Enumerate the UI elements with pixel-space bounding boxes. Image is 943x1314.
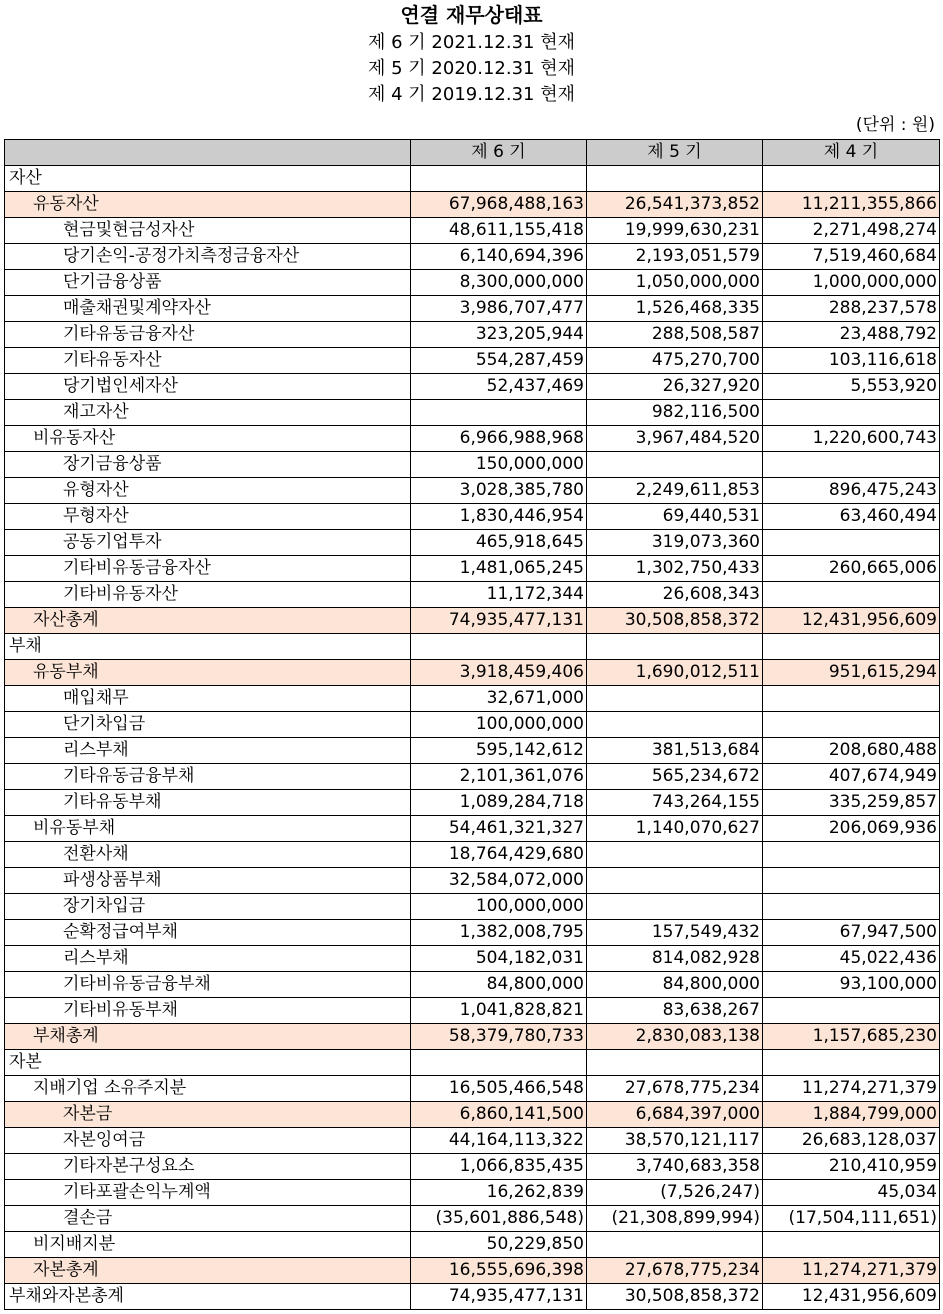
- cell-v6: [411, 634, 587, 660]
- cell-v6: 100,000,000: [411, 712, 587, 738]
- cell-v4: [763, 868, 940, 894]
- table-row: [5, 1050, 940, 1076]
- row-label: 현금및현금성자산: [5, 218, 411, 244]
- cell-v4: 210,410,959: [763, 1154, 940, 1180]
- row-label: 기타유동금융부채: [5, 764, 411, 790]
- table-row: [5, 270, 940, 296]
- table-row: [5, 608, 940, 634]
- cell-v6: 32,671,000: [411, 686, 587, 712]
- row-label: 자본총계: [5, 1258, 411, 1284]
- cell-v5: 19,999,630,231: [587, 218, 763, 244]
- header-account: [5, 140, 411, 166]
- cell-v4: [763, 686, 940, 712]
- cell-v6: 504,182,031: [411, 946, 587, 972]
- table-row: [5, 894, 940, 920]
- cell-v4: [763, 1050, 940, 1076]
- row-label: 매출채권및계약자산: [5, 296, 411, 322]
- cell-v6: 100,000,000: [411, 894, 587, 920]
- cell-v4: 23,488,792: [763, 322, 940, 348]
- cell-v5: [587, 894, 763, 920]
- title-block: [0, 0, 943, 108]
- table-row: [5, 556, 940, 582]
- cell-v5: 26,327,920: [587, 374, 763, 400]
- cell-v5: 475,270,700: [587, 348, 763, 374]
- row-label: 유동부채: [5, 660, 411, 686]
- table-row: [5, 1076, 940, 1102]
- statement-title: 연결 재무상태표: [400, 3, 543, 27]
- header-period-6: 제 6 기: [411, 140, 587, 166]
- cell-v6: 52,437,469: [411, 374, 587, 400]
- cell-v6: 74,935,477,131: [411, 608, 587, 634]
- cell-v5: [587, 868, 763, 894]
- cell-v4: 63,460,494: [763, 504, 940, 530]
- cell-v5: 26,541,373,852: [587, 192, 763, 218]
- cell-v6: 44,164,113,322: [411, 1128, 587, 1154]
- cell-v6: 50,229,850: [411, 1232, 587, 1258]
- cell-v5: 27,678,775,234: [587, 1258, 763, 1284]
- row-label: 공동기업투자: [5, 530, 411, 556]
- table-row: [5, 1232, 940, 1258]
- cell-v6: 6,140,694,396: [411, 244, 587, 270]
- cell-v5: 69,440,531: [587, 504, 763, 530]
- cell-v5: 319,073,360: [587, 530, 763, 556]
- cell-v5: [587, 634, 763, 660]
- cell-v4: [763, 894, 940, 920]
- cell-v5: [587, 166, 763, 192]
- cell-v4: 12,431,956,609: [763, 1284, 940, 1310]
- row-label: 기타포괄손익누계액: [5, 1180, 411, 1206]
- cell-v6: 1,481,065,245: [411, 556, 587, 582]
- table-row: [5, 946, 940, 972]
- row-label: 전환사채: [5, 842, 411, 868]
- row-label: 장기차입금: [5, 894, 411, 920]
- cell-v6: (35,601,886,548): [411, 1206, 587, 1232]
- cell-v4: [763, 1232, 940, 1258]
- table-row: [5, 634, 940, 660]
- cell-v5: 38,570,121,117: [587, 1128, 763, 1154]
- table-row: [5, 244, 940, 270]
- table-row: [5, 218, 940, 244]
- cell-v6: 16,262,839: [411, 1180, 587, 1206]
- cell-v4: [763, 452, 940, 478]
- row-label: 지배기업 소유주지분: [5, 1076, 411, 1102]
- row-label: 결손금: [5, 1206, 411, 1232]
- cell-v6: 323,205,944: [411, 322, 587, 348]
- row-label: 비유동자산: [5, 426, 411, 452]
- table-row: [5, 712, 940, 738]
- table-row: [5, 764, 940, 790]
- cell-v4: 11,274,271,379: [763, 1258, 940, 1284]
- cell-v4: 5,553,920: [763, 374, 940, 400]
- cell-v6: 32,584,072,000: [411, 868, 587, 894]
- cell-v5: 2,830,083,138: [587, 1024, 763, 1050]
- cell-v4: 1,884,799,000: [763, 1102, 940, 1128]
- cell-v6: 3,918,459,406: [411, 660, 587, 686]
- cell-v6: 84,800,000: [411, 972, 587, 998]
- table-row: [5, 322, 940, 348]
- cell-v5: 1,526,468,335: [587, 296, 763, 322]
- cell-v5: [587, 1050, 763, 1076]
- row-label: 자본: [5, 1050, 411, 1076]
- cell-v6: 67,968,488,163: [411, 192, 587, 218]
- row-label: 리스부채: [5, 946, 411, 972]
- cell-v4: 260,665,006: [763, 556, 940, 582]
- period-line-4: 제 4 기 2019.12.31 현재: [368, 84, 575, 105]
- table-row: [5, 296, 940, 322]
- cell-v4: [763, 998, 940, 1024]
- table-row: [5, 1128, 940, 1154]
- cell-v5: [587, 686, 763, 712]
- cell-v6: 48,611,155,418: [411, 218, 587, 244]
- cell-v5: 381,513,684: [587, 738, 763, 764]
- cell-v5: 26,608,343: [587, 582, 763, 608]
- table-row: [5, 374, 940, 400]
- period-line-6: 제 6 기 2021.12.31 현재: [368, 32, 575, 53]
- cell-v6: 554,287,459: [411, 348, 587, 374]
- cell-v5: 982,116,500: [587, 400, 763, 426]
- cell-v4: [763, 634, 940, 660]
- table-row: [5, 452, 940, 478]
- row-label: 유동자산: [5, 192, 411, 218]
- table-row: [5, 1024, 940, 1050]
- unit-label: (단위 : 원): [855, 115, 935, 135]
- cell-v5: [587, 1232, 763, 1258]
- cell-v4: 1,220,600,743: [763, 426, 940, 452]
- row-label: 단기금융상품: [5, 270, 411, 296]
- cell-v6: [411, 400, 587, 426]
- cell-v5: 1,302,750,433: [587, 556, 763, 582]
- cell-v6: 2,101,361,076: [411, 764, 587, 790]
- cell-v6: 54,461,321,327: [411, 816, 587, 842]
- cell-v6: 465,918,645: [411, 530, 587, 556]
- cell-v4: [763, 400, 940, 426]
- table-row: [5, 972, 940, 998]
- table-row: [5, 400, 940, 426]
- cell-v4: 67,947,500: [763, 920, 940, 946]
- cell-v6: [411, 166, 587, 192]
- cell-v5: (21,308,899,994): [587, 1206, 763, 1232]
- cell-v6: 6,966,988,968: [411, 426, 587, 452]
- row-label: 재고자산: [5, 400, 411, 426]
- cell-v5: 84,800,000: [587, 972, 763, 998]
- cell-v6: 1,066,835,435: [411, 1154, 587, 1180]
- cell-v6: 16,555,696,398: [411, 1258, 587, 1284]
- cell-v4: 896,475,243: [763, 478, 940, 504]
- cell-v5: 30,508,858,372: [587, 608, 763, 634]
- cell-v4: [763, 582, 940, 608]
- cell-v4: 26,683,128,037: [763, 1128, 940, 1154]
- row-label: 자본금: [5, 1102, 411, 1128]
- row-label: 부채: [5, 634, 411, 660]
- cell-v5: 2,193,051,579: [587, 244, 763, 270]
- cell-v5: 6,684,397,000: [587, 1102, 763, 1128]
- row-label: 자본잉여금: [5, 1128, 411, 1154]
- cell-v5: (7,526,247): [587, 1180, 763, 1206]
- balance-sheet-table: [4, 139, 940, 1310]
- cell-v4: 951,615,294: [763, 660, 940, 686]
- table-row: [5, 842, 940, 868]
- cell-v5: 3,967,484,520: [587, 426, 763, 452]
- row-label: 당기법인세자산: [5, 374, 411, 400]
- cell-v5: 1,140,070,627: [587, 816, 763, 842]
- cell-v6: 595,142,612: [411, 738, 587, 764]
- cell-v5: [587, 452, 763, 478]
- cell-v6: 16,505,466,548: [411, 1076, 587, 1102]
- row-label: 순확정급여부채: [5, 920, 411, 946]
- cell-v6: [411, 1050, 587, 1076]
- cell-v6: 11,172,344: [411, 582, 587, 608]
- table-row: [5, 1154, 940, 1180]
- cell-v5: [587, 842, 763, 868]
- row-label: 유형자산: [5, 478, 411, 504]
- row-label: 매입채무: [5, 686, 411, 712]
- cell-v6: 18,764,429,680: [411, 842, 587, 868]
- cell-v6: 8,300,000,000: [411, 270, 587, 296]
- row-label: 자산: [5, 166, 411, 192]
- cell-v5: 27,678,775,234: [587, 1076, 763, 1102]
- table-row: [5, 1180, 940, 1206]
- cell-v5: 3,740,683,358: [587, 1154, 763, 1180]
- cell-v5: 157,549,432: [587, 920, 763, 946]
- row-label: 기타유동부채: [5, 790, 411, 816]
- cell-v4: 45,034: [763, 1180, 940, 1206]
- row-label: 기타비유동부채: [5, 998, 411, 1024]
- table-row: [5, 660, 940, 686]
- table-row: [5, 582, 940, 608]
- cell-v4: 45,022,436: [763, 946, 940, 972]
- table-row: [5, 790, 940, 816]
- cell-v4: 335,259,857: [763, 790, 940, 816]
- cell-v4: 208,680,488: [763, 738, 940, 764]
- row-label: 당기손익-공정가치측정금융자산: [5, 244, 411, 270]
- row-label: 기타자본구성요소: [5, 1154, 411, 1180]
- cell-v4: 93,100,000: [763, 972, 940, 998]
- cell-v5: 2,249,611,853: [587, 478, 763, 504]
- table-row: [5, 686, 940, 712]
- header-period-5: 제 5 기: [587, 140, 763, 166]
- cell-v6: 1,041,828,821: [411, 998, 587, 1024]
- table-row: [5, 1102, 940, 1128]
- cell-v6: 150,000,000: [411, 452, 587, 478]
- cell-v4: 288,237,578: [763, 296, 940, 322]
- cell-v5: 83,638,267: [587, 998, 763, 1024]
- cell-v5: [587, 712, 763, 738]
- table-row: [5, 738, 940, 764]
- row-label: 비유동부채: [5, 816, 411, 842]
- cell-v4: 206,069,936: [763, 816, 940, 842]
- cell-v4: 1,000,000,000: [763, 270, 940, 296]
- cell-v4: 407,674,949: [763, 764, 940, 790]
- table-row: [5, 816, 940, 842]
- cell-v6: 1,830,446,954: [411, 504, 587, 530]
- cell-v4: 12,431,956,609: [763, 608, 940, 634]
- cell-v4: [763, 842, 940, 868]
- row-label: 단기차입금: [5, 712, 411, 738]
- cell-v4: 7,519,460,684: [763, 244, 940, 270]
- row-label: 기타비유동금융자산: [5, 556, 411, 582]
- row-label: 기타비유동금융부채: [5, 972, 411, 998]
- row-label: 기타유동자산: [5, 348, 411, 374]
- cell-v4: (17,504,111,651): [763, 1206, 940, 1232]
- header-period-4: 제 4 기: [763, 140, 940, 166]
- cell-v5: 288,508,587: [587, 322, 763, 348]
- cell-v4: 11,211,355,866: [763, 192, 940, 218]
- table-row: [5, 166, 940, 192]
- cell-v5: 1,690,012,511: [587, 660, 763, 686]
- table-body: [5, 166, 940, 1310]
- cell-v6: 1,382,008,795: [411, 920, 587, 946]
- cell-v6: 3,028,385,780: [411, 478, 587, 504]
- cell-v4: 11,274,271,379: [763, 1076, 940, 1102]
- table-row: [5, 1258, 940, 1284]
- table-row: [5, 868, 940, 894]
- row-label: 부채와자본총계: [5, 1284, 411, 1310]
- cell-v4: [763, 166, 940, 192]
- table-row: [5, 530, 940, 556]
- cell-v4: [763, 530, 940, 556]
- cell-v5: 565,234,672: [587, 764, 763, 790]
- table-row: [5, 920, 940, 946]
- table-row: [5, 1206, 940, 1232]
- cell-v6: 74,935,477,131: [411, 1284, 587, 1310]
- cell-v5: 814,082,928: [587, 946, 763, 972]
- period-line-5: 제 5 기 2020.12.31 현재: [368, 58, 575, 79]
- table-row: [5, 192, 940, 218]
- table-row: [5, 478, 940, 504]
- cell-v6: 6,860,141,500: [411, 1102, 587, 1128]
- cell-v6: 3,986,707,477: [411, 296, 587, 322]
- cell-v5: 30,508,858,372: [587, 1284, 763, 1310]
- table-row: [5, 998, 940, 1024]
- row-label: 자산총계: [5, 608, 411, 634]
- row-label: 기타비유동자산: [5, 582, 411, 608]
- row-label: 장기금융상품: [5, 452, 411, 478]
- cell-v6: 1,089,284,718: [411, 790, 587, 816]
- header-row: [5, 140, 940, 166]
- table-row: [5, 1284, 940, 1310]
- row-label: 비지배지분: [5, 1232, 411, 1258]
- table-row: [5, 504, 940, 530]
- table-row: [5, 348, 940, 374]
- row-label: 기타유동금융자산: [5, 322, 411, 348]
- table-row: [5, 426, 940, 452]
- row-label: 파생상품부채: [5, 868, 411, 894]
- row-label: 부채총계: [5, 1024, 411, 1050]
- row-label: 무형자산: [5, 504, 411, 530]
- cell-v4: 103,116,618: [763, 348, 940, 374]
- cell-v4: [763, 712, 940, 738]
- row-label: 리스부채: [5, 738, 411, 764]
- cell-v5: 1,050,000,000: [587, 270, 763, 296]
- cell-v4: 2,271,498,274: [763, 218, 940, 244]
- cell-v6: 58,379,780,733: [411, 1024, 587, 1050]
- cell-v4: 1,157,685,230: [763, 1024, 940, 1050]
- cell-v5: 743,264,155: [587, 790, 763, 816]
